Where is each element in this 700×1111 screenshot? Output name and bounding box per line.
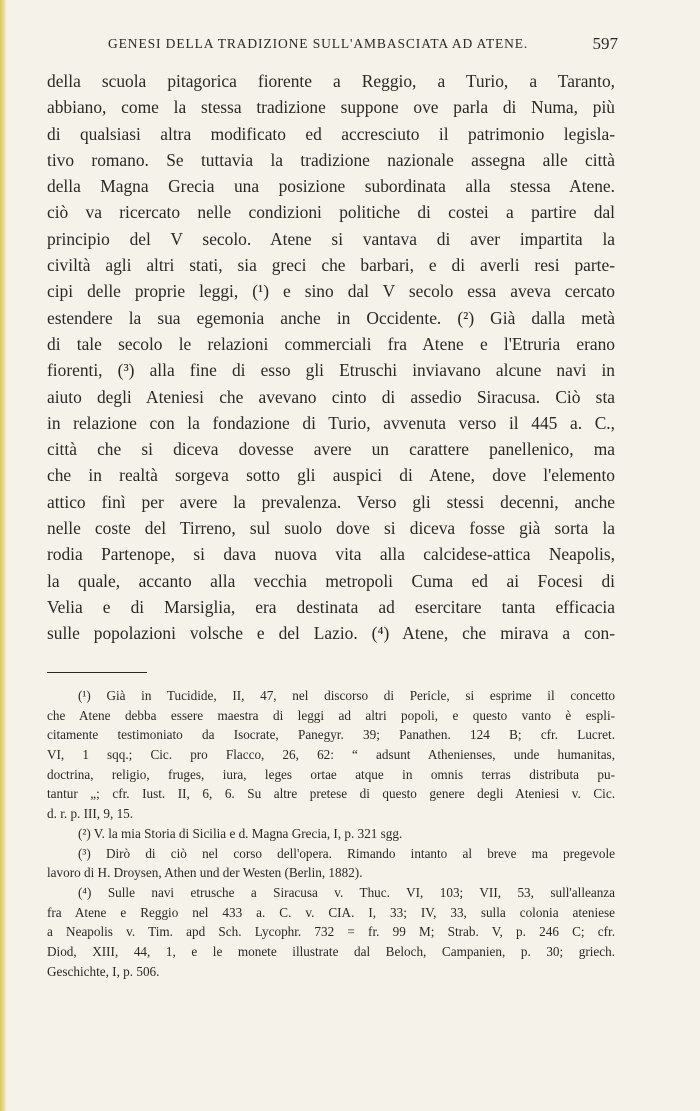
footnote-line: Diod, XIII, 44, 1, e le monete illustrate dal Beloch, Campanien, p. 30; griech. [47, 943, 615, 959]
body-line: che in realtà sorgeva sotto gli auspici di Atene, dove l'elemento [47, 465, 615, 486]
footnote-line: (⁴) Sulle navi etrusche a Siracusa v. Thuc. VI, 103; VII, 53, sull'alleanza [78, 884, 615, 900]
body-line: di tale secolo le relazioni commerciali fra Atene e l'Etruria erano [47, 333, 615, 354]
footnote-line: a Neapolis v. Tim. apd Sch. Lycophr. 732 = fr. 99 M; Strab. V, p. 246 C; cfr. [47, 924, 615, 940]
footnote-line: che Atene debba essere maestra di leggi ad altri popoli, e questo vanto è espli- [47, 707, 615, 723]
body-line: cipi delle proprie leggi, (¹) e sino dal V secolo essa aveva cercato [47, 281, 615, 302]
body-line: abbiano, come la stessa tradizione suppone ove parla di Numa, più [47, 97, 615, 118]
body-line: aiuto degli Ateniesi che avevano cinto di assedio Siracusa. Ciò sta [47, 386, 615, 407]
body-line: di qualsiasi altra modificato ed accresciuto il patrimonio legisla- [47, 123, 615, 144]
footnote-line: d. r. p. III, 9, 15. [47, 806, 134, 822]
footnote-line: tantur „; cfr. Iust. II, 6, 6. Su altre pretese di questo genere degli Ateniesi v. Cic. [47, 786, 615, 802]
body-line: la quale, accanto alla vecchia metropoli Cuma ed ai Focesi di [47, 570, 615, 591]
footnote-4 [47, 883, 615, 981]
body-line: ciò va ricercato nelle condizioni politiche di costei a partire dal [47, 202, 615, 223]
footnote-line: doctrina, religio, fruges, iura, leges ortae atque in omnis terras distributa pu- [47, 766, 615, 782]
footnote-3 [47, 844, 615, 883]
footnote-line: citamente testimoniato da Isocrate, Panegyr. 39; Panathen. 124 B; cfr. Lucret. [47, 727, 615, 743]
footnote-divider [47, 672, 147, 673]
footnote-2 [47, 824, 615, 844]
body-text [47, 68, 615, 647]
running-title: GENESI DELLA TRADIZIONE SULL'AMBASCIATA AD ATENE. [108, 36, 529, 51]
footnote-line: Geschichte, I, p. 506. [47, 963, 160, 979]
running-head [108, 36, 618, 56]
footnote-line: fra Atene e Reggio nel 433 a. C. v. CIA. I, 33; IV, 33, sulla colonia ateniese [47, 904, 615, 920]
body-line: civiltà agli altri stati, sia greci che barbari, e di averli resi parte- [47, 255, 615, 276]
footnote-1 [47, 686, 615, 824]
footnote-line: lavoro di H. Droysen, Athen und der Westen (Berlin, 1882). [47, 865, 363, 881]
body-line: principio del V secolo. Atene si vantava di aver impartita la [47, 228, 615, 249]
footnotes [47, 686, 615, 981]
body-line: in relazione con la fondazione di Turio, avvenuta verso il 445 a. C., [47, 412, 615, 433]
body-line: Velia e di Marsiglia, era destinata ad esercitare tanta efficacia [47, 596, 615, 617]
body-line: sulle popolazioni volsche e del Lazio. (⁴) Atene, che mirava a con- [47, 623, 615, 644]
body-line: città che si diceva dovesse avere un carattere panellenico, ma [47, 439, 615, 460]
body-line: attico finì per avere la prevalenza. Verso gli stessi decenni, anche [47, 491, 615, 512]
footnote-line: (¹) Già in Tucidide, II, 47, nel discorso di Pericle, si esprime il concetto [78, 688, 615, 703]
footnote-line: (³) Dirò di ciò nel corso dell'opera. Rimando intanto al breve ma pregevole [78, 845, 615, 861]
body-line: rodia Partenope, si dava nuova vita alla calcidese-attica Neapolis, [47, 544, 615, 565]
body-line: della scuola pitagorica fiorente a Reggio, a Turio, a Taranto, [47, 71, 615, 91]
body-line: estendere la sua egemonia anche in Occidente. (²) Già dalla metà [47, 307, 615, 328]
body-line: fiorenti, (³) alla fine di esso gli Etruschi inviavano alcune navi in [47, 360, 615, 381]
footnote-line: VI, 1 sqq.; Cic. pro Flacco, 26, 62: “ adsunt Athenienses, unde humanitas, [47, 747, 615, 763]
body-line: nelle coste del Tirreno, sul suolo dove si diceva fosse già sorta la [47, 518, 615, 539]
body-line: della Magna Grecia una posizione subordinata alla stessa Atene. [47, 176, 615, 197]
page-number: 597 [592, 34, 618, 53]
body-line: tivo romano. Se tuttavia la tradizione nazionale assegna alle città [47, 149, 615, 170]
footnote-line: (²) V. la mia Storia di Sicilia e d. Magna Grecia, I, p. 321 sgg. [78, 825, 403, 841]
page-edge [0, 0, 7, 1111]
